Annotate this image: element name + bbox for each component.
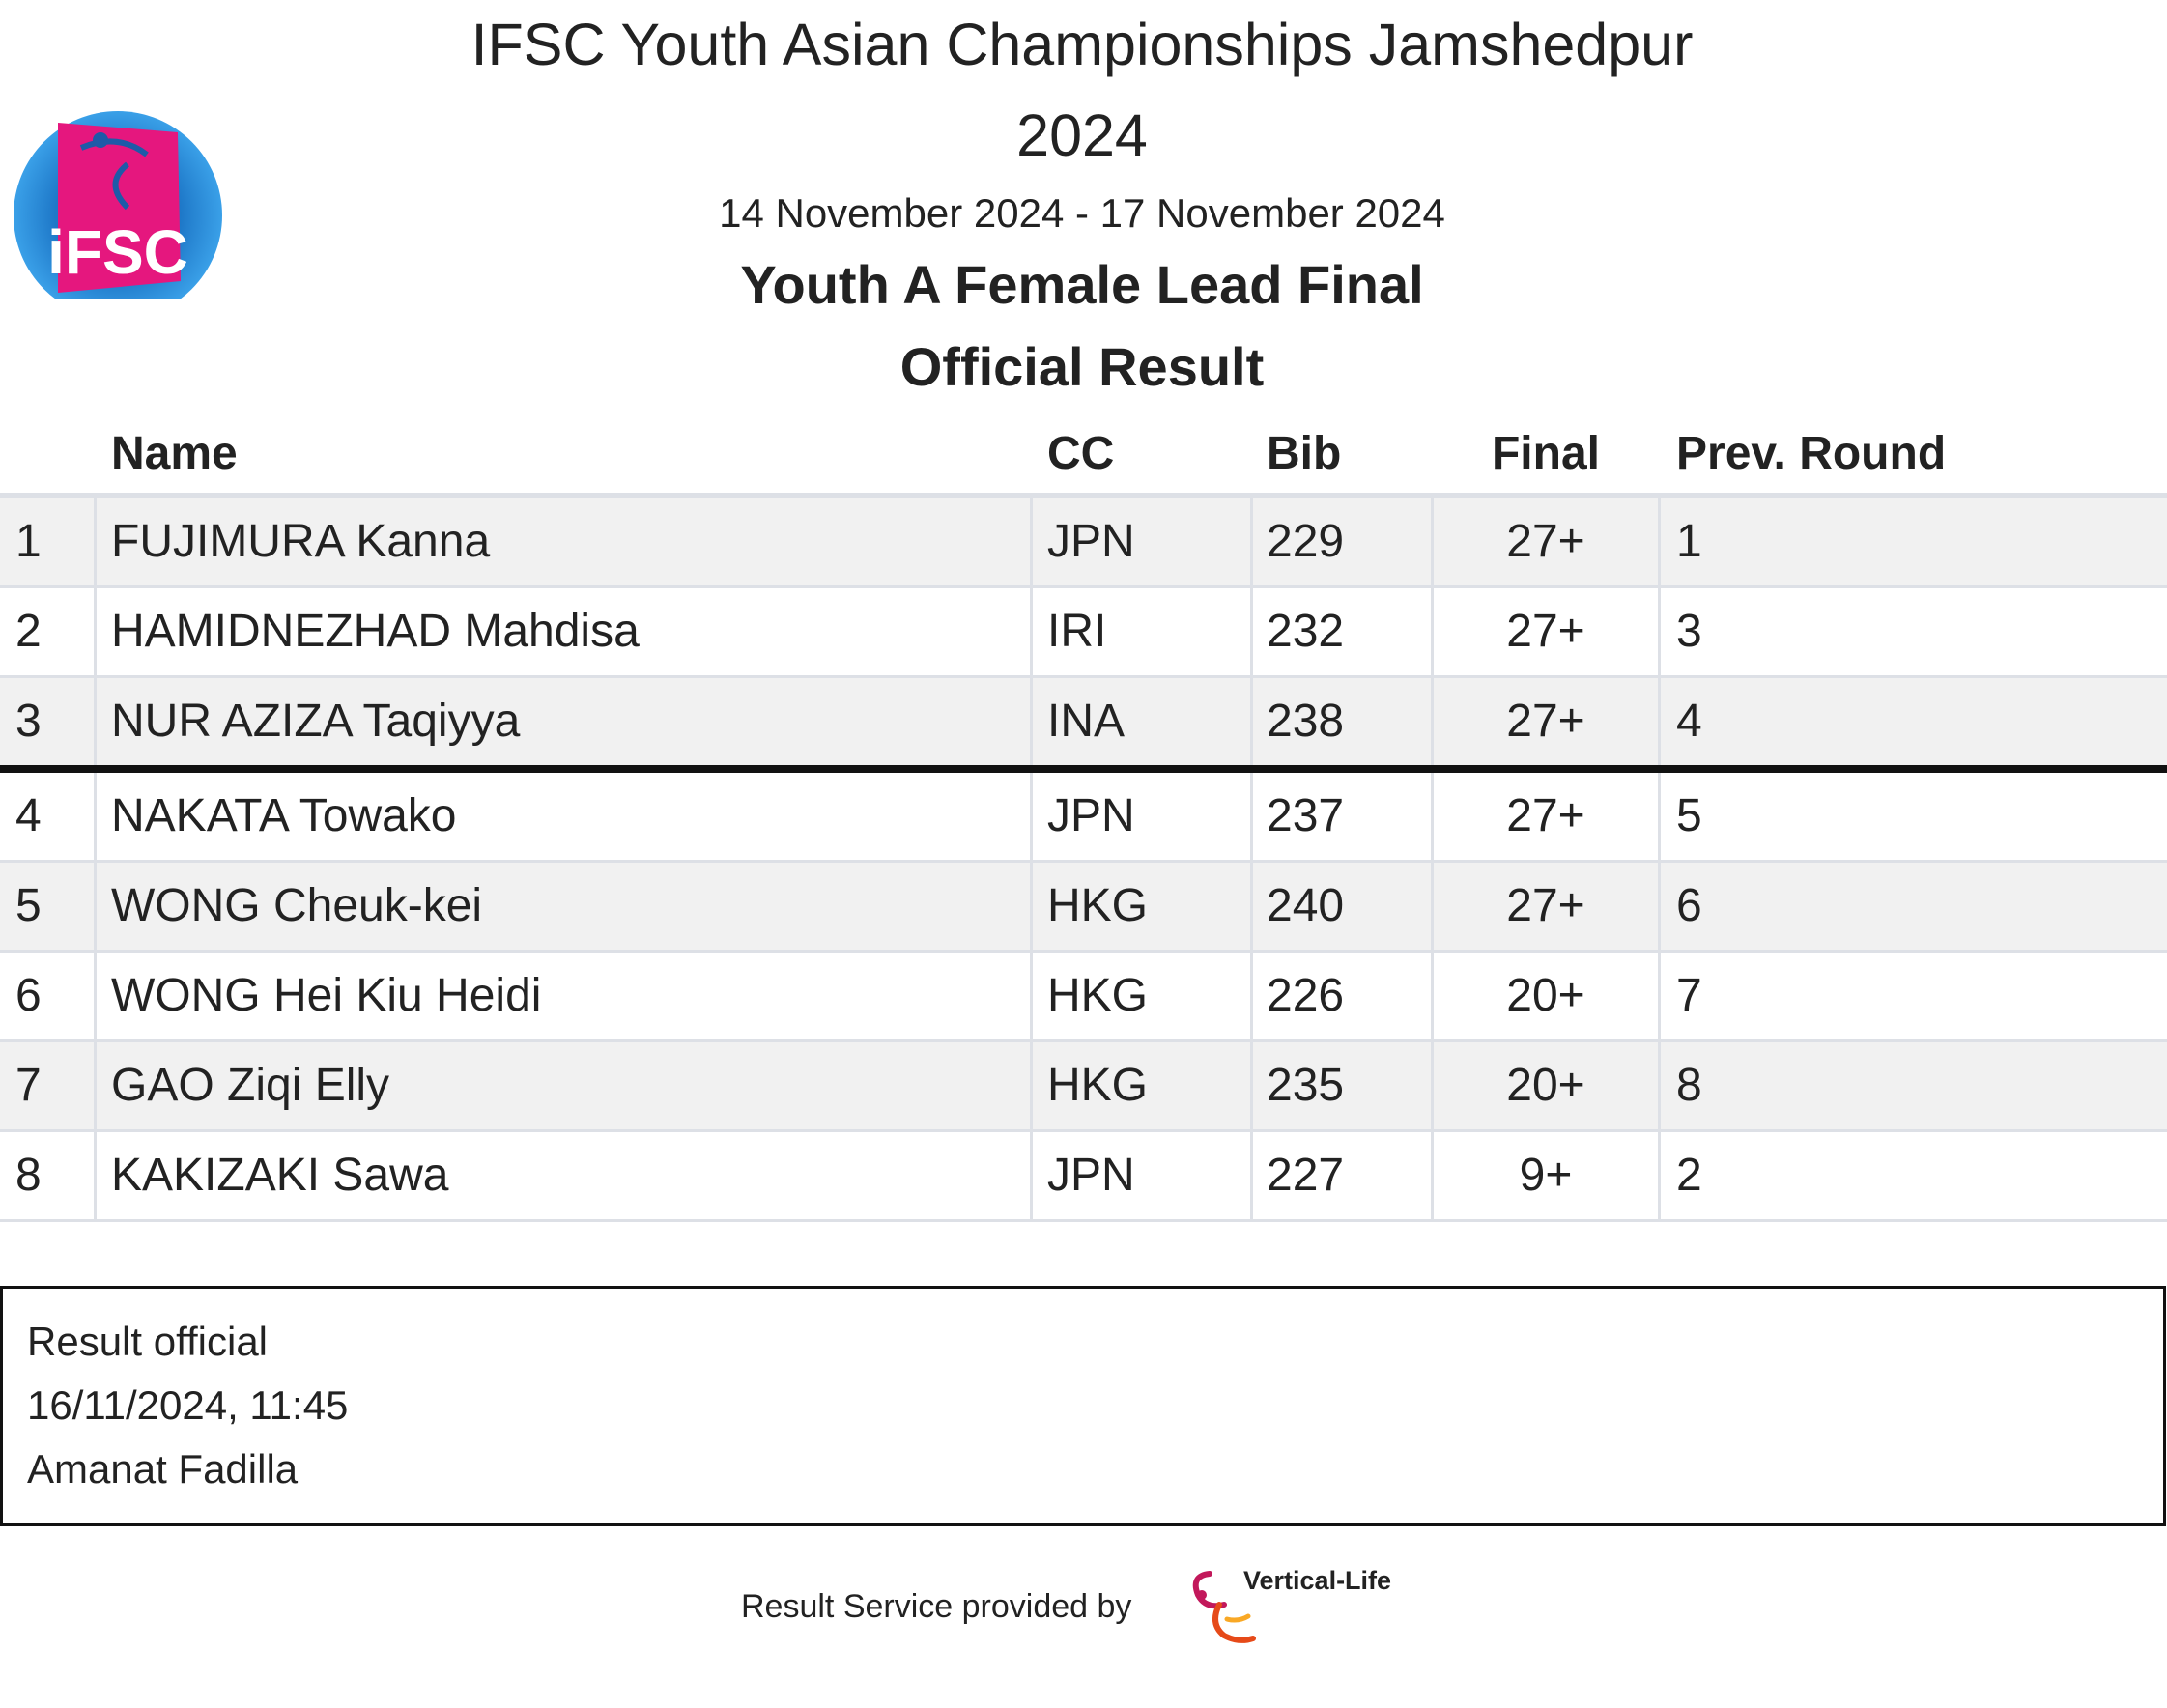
cell-cc: HKG [1047,970,1149,1021]
result-timestamp: 16/11/2024, 11:45 [27,1382,349,1428]
cell-final: 20+ [1506,1060,1585,1111]
result-status: Official Result [899,336,1265,397]
column-divider [1030,678,1033,765]
column-divider [1250,498,1253,585]
cell-rank: 2 [15,606,42,657]
cell-name: NAKATA Towako [111,790,457,841]
column-header-name: Name [111,428,238,479]
column-divider [1250,1042,1253,1129]
cell-final: 27+ [1506,516,1585,567]
column-divider [1030,1042,1033,1129]
column-divider [94,863,97,950]
table-row [0,588,2167,678]
cell-prev-round: 1 [1676,516,1702,567]
table-row [0,773,2167,863]
column-divider [1431,953,1434,1039]
column-divider [1658,1042,1661,1129]
cell-final: 20+ [1506,970,1585,1021]
event-name: Youth A Female Lead Final [740,254,1424,315]
column-divider [1431,1132,1434,1219]
table-row [0,863,2167,953]
table-row [0,498,2167,588]
column-divider [1431,678,1434,765]
column-divider [1658,863,1661,950]
cell-rank: 7 [15,1060,42,1111]
column-divider [1431,773,1434,860]
cell-bib: 226 [1267,970,1345,1021]
column-divider [1431,1042,1434,1129]
column-divider [94,1132,97,1219]
cell-prev-round: 5 [1676,790,1702,841]
column-divider [1431,498,1434,585]
column-divider [1250,588,1253,675]
page-title: IFSC Youth Asian Championships Jamshedpur [470,12,1694,77]
result-info-box [0,1286,2166,1526]
table-row [0,953,2167,1042]
cell-prev-round: 8 [1676,1060,1702,1111]
column-divider [1658,773,1661,860]
column-divider [1030,498,1033,585]
cell-name: WONG Hei Kiu Heidi [111,970,542,1021]
column-divider [1658,498,1661,585]
column-divider [1431,863,1434,950]
column-divider [1250,863,1253,950]
column-divider [94,678,97,765]
cell-rank: 8 [15,1150,42,1201]
column-divider [94,953,97,1039]
cell-cc: JPN [1047,1150,1135,1201]
vertical-life-name: Vertical-Life [1243,1566,1392,1595]
cell-cc: JPN [1047,790,1135,841]
ifsc-logo-text: iFSC [47,217,188,287]
cell-bib: 237 [1267,790,1345,841]
column-divider [1250,953,1253,1039]
column-divider [1030,1132,1033,1219]
cell-final: 27+ [1506,880,1585,931]
cell-bib: 229 [1267,516,1345,567]
table-row [0,678,2167,773]
cell-name: KAKIZAKI Sawa [111,1150,449,1201]
page-title-year: 2024 [1016,102,1148,168]
cell-cc: HKG [1047,1060,1149,1111]
column-divider [1250,1132,1253,1219]
column-divider [1250,773,1253,860]
cell-rank: 5 [15,880,42,931]
cell-prev-round: 7 [1676,970,1702,1021]
cell-bib: 227 [1267,1150,1345,1201]
cell-name: WONG Cheuk-kei [111,880,483,931]
column-divider [94,588,97,675]
column-divider [1030,588,1033,675]
column-divider [1658,1132,1661,1219]
cell-final: 27+ [1506,790,1585,841]
cell-final: 9+ [1519,1150,1573,1201]
column-divider [1658,588,1661,675]
cell-name: HAMIDNEZHAD Mahdisa [111,606,640,657]
column-divider [1658,678,1661,765]
results-table [0,415,2167,1222]
column-divider [1030,773,1033,860]
cell-final: 27+ [1506,696,1585,747]
column-divider [94,773,97,860]
cell-cc: HKG [1047,880,1149,931]
cell-prev-round: 4 [1676,696,1702,747]
official-name: Amanat Fadilla [27,1446,299,1492]
cell-cc: JPN [1047,516,1135,567]
column-header-bib: Bib [1267,428,1342,479]
cell-rank: 1 [15,516,42,567]
event-dates: 14 November 2024 - 17 November 2024 [719,190,1445,236]
cell-bib: 238 [1267,696,1345,747]
table-row [0,1132,2167,1222]
column-header-cc: CC [1047,428,1115,479]
result-official-label: Result official [27,1319,269,1364]
column-divider [1250,678,1253,765]
column-divider [1030,863,1033,950]
cell-prev-round: 6 [1676,880,1702,931]
footer-text: Result Service provided by [741,1588,1132,1625]
cell-bib: 232 [1267,606,1345,657]
column-divider [1431,588,1434,675]
column-divider [94,498,97,585]
column-divider [94,1042,97,1129]
cell-rank: 4 [15,790,42,841]
cell-name: GAO Ziqi Elly [111,1060,390,1111]
ifsc-logo [12,111,226,299]
cell-cc: IRI [1047,606,1107,657]
cell-bib: 235 [1267,1060,1345,1111]
cell-prev-round: 3 [1676,606,1702,657]
table-body [0,498,2167,1222]
cell-name: FUJIMURA Kanna [111,516,491,567]
column-divider [1658,953,1661,1039]
table-row [0,1042,2167,1132]
cell-rank: 6 [15,970,42,1021]
cell-cc: INA [1047,696,1126,747]
cell-rank: 3 [15,696,42,747]
cell-bib: 240 [1267,880,1345,931]
table-header [0,415,2167,498]
cell-name: NUR AZIZA Taqiyya [111,696,521,747]
cell-prev-round: 2 [1676,1150,1702,1201]
cell-final: 27+ [1506,606,1585,657]
column-header-final: Final [1491,428,1600,479]
column-divider [1030,953,1033,1039]
column-header-prev-round: Prev. Round [1676,428,1947,479]
